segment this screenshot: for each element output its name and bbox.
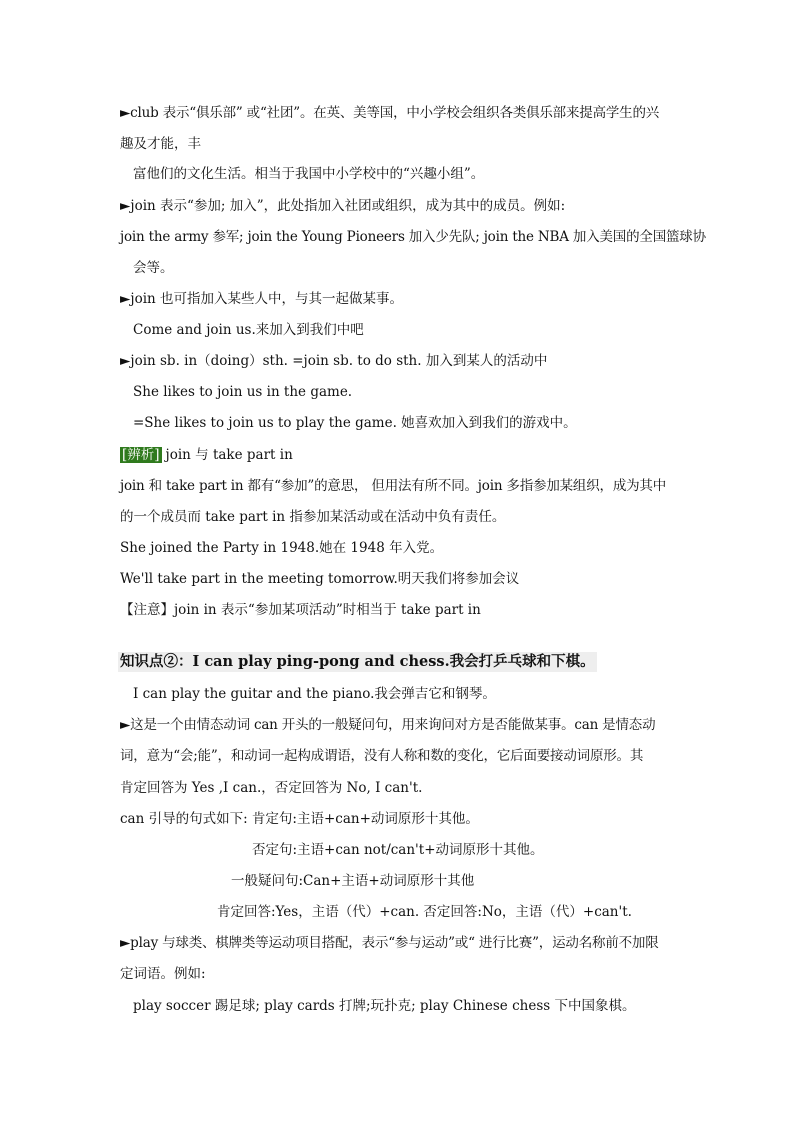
paragraph-line: 富他们的文化生活。相当于我国中小学校中的“兴趣小组”。 bbox=[133, 166, 485, 182]
paragraph-line: ►join sb. in（doing）sth. =join sb. to do sth. 加入到某人的活动中 bbox=[120, 353, 548, 369]
paragraph-line: 肯定回答为 Yes ,I can.，否定回答为 No, I can't. bbox=[120, 780, 423, 796]
example-line: She joined the Party in 1948.她在 1948 年入党。 bbox=[120, 540, 444, 556]
paragraph-line: 词，意为“会;能”，和动词一起构成谓语，没有人称和数的变化，它后面要接动词原形。其 bbox=[120, 748, 644, 764]
paragraph-line: ►这是一个由情态动词 can 开头的一般疑问句，用来询问对方是否能做某事。can 是情态动 bbox=[120, 717, 656, 733]
paragraph-line: 的一个成员而 take part in 指参加某活动或在活动中负有责任。 bbox=[120, 509, 506, 525]
paragraph-line: join the army 参军; join the Young Pioneers 加入少先队; join the NBA 加入美国的全国篮球协 bbox=[120, 229, 706, 245]
example-line: =She likes to join us to play the game. 她喜欢加入到我们的游戏中。 bbox=[133, 415, 577, 431]
pattern-line: 一般疑问句:Can+主语+动词原形十其他 bbox=[231, 873, 475, 889]
paragraph-line: join 和 take part in 都有“参加”的意思， 但用法有所不同。join 多指参加某组织，成为其中 bbox=[120, 478, 667, 494]
pattern-line: 否定句:主语+can not/can't+动词原形十其他。 bbox=[252, 842, 544, 858]
paragraph-line: 定词语。例如: bbox=[120, 966, 206, 982]
paragraph-line: ►join 也可指加入某些人中，与其一起做某事。 bbox=[120, 291, 403, 307]
example-line: play soccer 踢足球; play cards 打牌;玩扑克; play Chinese chess 下中国象棋。 bbox=[133, 998, 636, 1014]
paragraph-line: ►play 与球类、棋牌类等运动项目搭配，表示“参与运动”或“ 进行比赛”，运动名称前不加限 bbox=[120, 935, 659, 951]
example-line: We'll take part in the meeting tomorrow.明天我们将参加会议 bbox=[120, 571, 520, 587]
paragraph-line: ►club 表示“俱乐部” 或“社团”。在英、美等国，中小学校会组织各类俱乐部来提高学生的兴 bbox=[120, 105, 660, 121]
analysis-line bbox=[120, 445, 293, 465]
paragraph-line: 会等。 bbox=[133, 260, 174, 276]
paragraph-line: ►join 表示“参加; 加入”，此处指加入社团或组织，成为其中的成员。例如: bbox=[120, 198, 566, 214]
section-heading: 知识点②：I can play ping-pong and chess.我会打乒乓球和下棋。 bbox=[120, 653, 595, 670]
analysis-title: join 与 take part in bbox=[165, 447, 293, 463]
note-line: 【注意】join in 表示“参加某项活动”时相当于 take part in bbox=[120, 602, 481, 618]
pattern-line: 肯定回答:Yes，主语（代）+can. 否定回答:No，主语（代）+can't. bbox=[217, 904, 632, 920]
paragraph-line: can 引导的句式如下: 肯定句:主语+can+动词原形十其他。 bbox=[120, 811, 479, 827]
example-line: She likes to join us in the game. bbox=[133, 384, 353, 400]
example-line: I can play the guitar and the piano.我会弹吉它和钢琴。 bbox=[133, 686, 496, 702]
analysis-tag: [辨析] bbox=[122, 447, 160, 463]
example-line: Come and join us.来加入到我们中吧 bbox=[133, 322, 364, 338]
paragraph-line: 趣及才能，丰 bbox=[120, 136, 201, 152]
